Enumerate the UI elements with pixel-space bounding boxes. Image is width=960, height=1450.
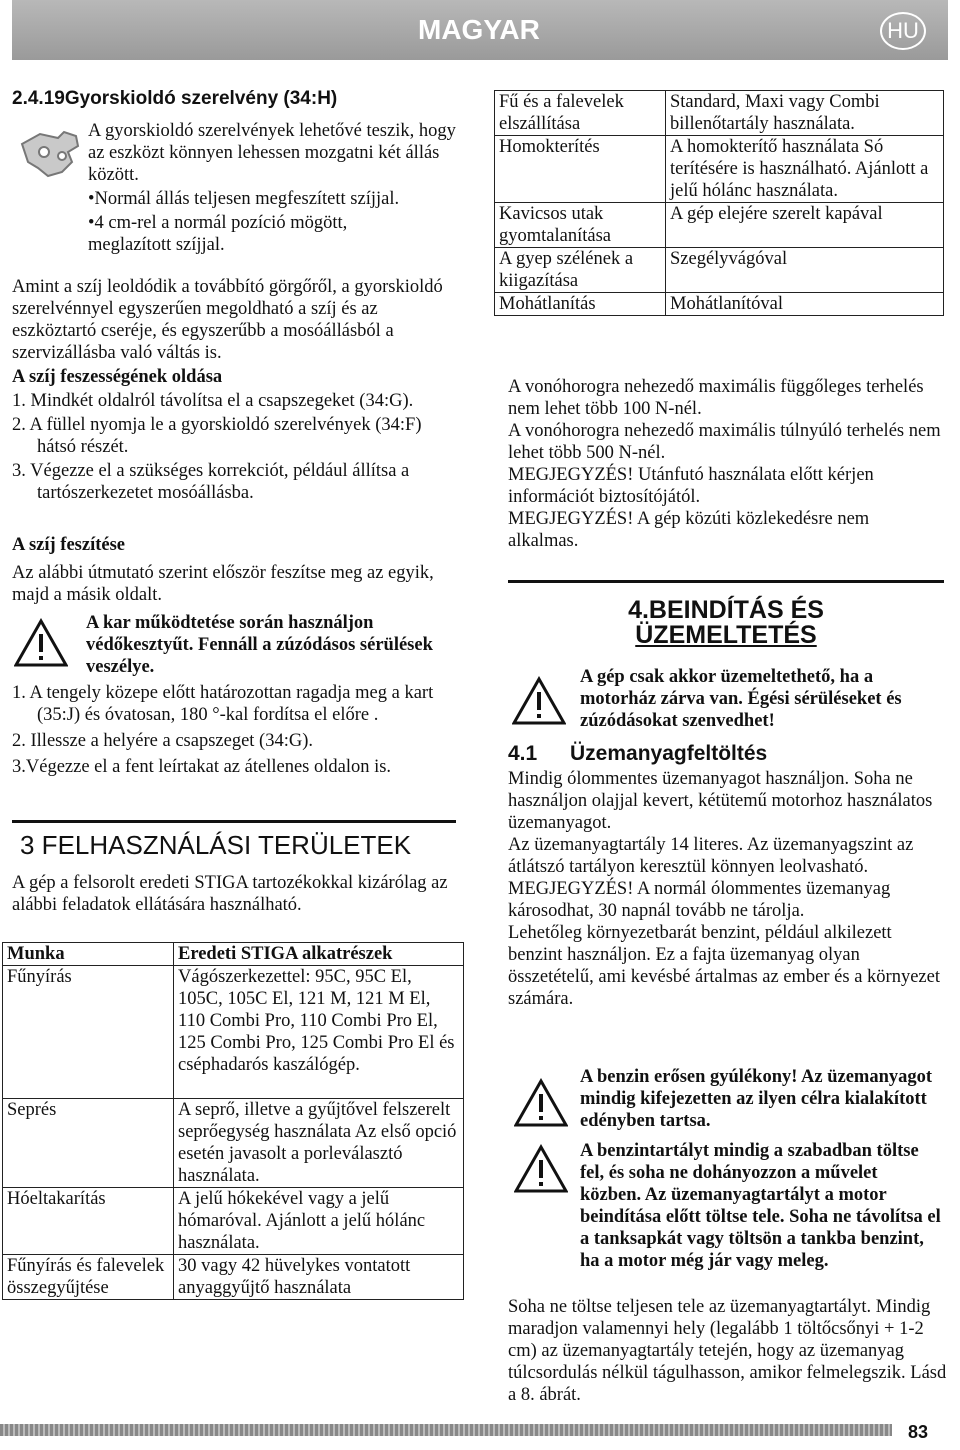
section-2419-paragraph: Amint a szíj leoldódik a továbbító görgőről, a gyorskioldó szerelvénnyel egyszerűen megoldható a szíj és az eszköztartó cseréje, és egyszerűbb a mosóállásból a szervizállásba való váltás is. bbox=[12, 277, 443, 363]
section-4-heading-line-1: 4.BEINDÍTÁS ÉS bbox=[628, 596, 824, 624]
fuel-para-1: Mindig ólommentes üzemanyagot használjon. Soha ne használjon olajjal kevert, kétütemű motorhoz használatos üzemanyagot. bbox=[508, 769, 933, 833]
language-badge: HU bbox=[880, 12, 926, 50]
warning-triangle-icon bbox=[514, 1078, 568, 1128]
table-header-row bbox=[3, 943, 464, 966]
warning-gloves: A kar működtetése során használjon védőkesztyűt. Fennáll a zúzódásos sérülések veszélye. bbox=[86, 613, 433, 677]
table-cell: A gyep szélének a kiigazítása bbox=[495, 248, 666, 293]
section-3-intro: A gép a felsorolt eredeti STIGA tartozékokkal kizárólag az alábbi feladatok ellátására használható. bbox=[12, 873, 448, 915]
warning-triangle-icon bbox=[512, 676, 566, 726]
table-cell: A gép elejére szerelt kapával bbox=[666, 203, 944, 248]
tension-steps bbox=[12, 682, 456, 778]
release-step-2: 2. A füllel nyomja le a gyorskioldó szerelvények (34:F) hátsó részét. bbox=[12, 415, 422, 457]
fuel-para-4: Lehetőleg környezetbarát benzint, például alkilezett benzint használjon. Ez a fajta üzemanyag olyan összetételű, ami kevésbé ártalmas az ember és a környezet számára. bbox=[508, 923, 940, 1009]
table-row bbox=[3, 966, 464, 1099]
table-header-cell: Eredeti STIGA alkatrészek bbox=[174, 943, 464, 966]
release-steps bbox=[12, 390, 456, 504]
table-row bbox=[3, 1255, 464, 1300]
table-cell: Seprés bbox=[3, 1099, 174, 1188]
section-3-rule bbox=[12, 820, 456, 823]
table-row bbox=[3, 1099, 464, 1188]
warning-refuel-outdoors: A benzintartályt mindig a szabadban töltse fel, és soha ne dohányozzon a művelet közben. Az üzemanyagtartályt a motor beindítása előtt töltse tele. Soha ne távolítsa el a tanksapkát vagy töltsön a tankba benzint, ha a motor még jár vagy meleg. bbox=[580, 1141, 941, 1271]
release-step-1: 1. Mindkét oldalról távolítsa el a csapszegeket (34:G). bbox=[12, 391, 414, 411]
page-number: 83 bbox=[908, 1422, 929, 1442]
section-heading-2419: 2.4.19Gyorskioldó szerelvény (34:H) bbox=[12, 88, 338, 109]
table-cell: Mohátlanítás bbox=[495, 293, 666, 316]
bullet-normal: •Normál állás teljesen megfeszített szíjjal. bbox=[88, 189, 400, 209]
fuel-para-5: Soha ne töltse teljesen tele az üzemanyagtartályt. Mindig maradjon valamennyi hely (legalább 1 töltőcsőnyi + 1-2 cm) az üzemanyagtartály tetején, hogy az üzemanyag túlcsordulás nélkül tágulhasson, amikor felmelegszik. Lásd a 8. ábrát. bbox=[508, 1297, 947, 1405]
table-cell: Vágószerkezettel: 95C, 95C El, 105C, 105C El, 121 M, 121 M El, 110 Combi Pro, 110 Combi Pro El, 125 Combi Pro, 125 Combi Pro El és cséphadarós kaszálógép. bbox=[174, 966, 464, 1099]
tension-step-1: 1. A tengely közepe előtt határozottan ragadja meg a kart (35:J) és óvatosan, 180 °-kal fordítsa el előre . bbox=[12, 683, 434, 725]
table-cell: Fű és a falevelek elszállítása bbox=[495, 91, 666, 136]
table-cell: Szegélyvágóval bbox=[666, 248, 944, 293]
warning-flammable: A benzin erősen gyúlékony! Az üzemanyagot mindig kifejezetten az ilyen célra kialakított edényben tartsa. bbox=[580, 1067, 933, 1131]
fuel-para-2: Az üzemanyagtartály 14 literes. Az üzemanyagszint az átlátszó tartályon keresztül könnyen leolvasható. bbox=[508, 835, 914, 877]
table-row bbox=[495, 203, 944, 248]
table-cell: Homokterítés bbox=[495, 136, 666, 203]
note-trailer: MEGJEGYZÉS! Utánfutó használata előtt kérjen információt biztosítójától. bbox=[508, 465, 874, 507]
table-cell: Kavicsos utak gyomtalanítása bbox=[495, 203, 666, 248]
warning-triangle-icon bbox=[514, 1144, 568, 1194]
note-road-traffic: MEGJEGYZÉS! A gép közúti közlekedésre nem alkalmas. bbox=[508, 509, 870, 551]
usage-table-continued bbox=[494, 90, 944, 316]
table-cell: A jelű hókekével vagy a jelű hómaróval. Ajánlott a jelű hólánc használata. bbox=[174, 1188, 464, 1255]
table-row bbox=[495, 293, 944, 316]
table-cell: Fűnyírás és falevelek összegyűjtése bbox=[3, 1255, 174, 1300]
bullet-loosened: •4 cm-rel a normál pozíció mögött, meglazított szíjjal. bbox=[88, 213, 348, 255]
section-4-heading bbox=[508, 598, 944, 648]
section-2419-intro: A gyorskioldó szerelvények lehetővé teszik, hogy az eszközt könnyen lehessen mozgatni két állás között. bbox=[88, 121, 456, 185]
footer-bar bbox=[0, 1424, 892, 1436]
subheading-release-tension: A szíj feszességének oldása bbox=[12, 367, 223, 387]
section-4-rule bbox=[508, 580, 944, 583]
release-step-3: 3. Végezze el a szükséges korrekciót, például állítsa a tartószerkezetet mosóállásba. bbox=[12, 461, 410, 503]
table-cell: Hóeltakarítás bbox=[3, 1188, 174, 1255]
table-row bbox=[495, 136, 944, 203]
table-row bbox=[495, 91, 944, 136]
fuel-paragraphs bbox=[508, 768, 944, 1010]
table-cell: Standard, Maxi vagy Combi billenőtartály használata. bbox=[666, 91, 944, 136]
table-cell: A seprő, illetve a gyűjtővel felszerelt seprőegység használata Az első opció esetén javasolt a porleválasztó használata. bbox=[174, 1099, 464, 1188]
warning-engine-hood: A gép csak akkor üzemeltethető, ha a motorház zárva van. Égési sérüléseket és zúzódásokat szenvedhet! bbox=[580, 667, 902, 731]
tension-step-3: 3.Végezze el a fent leírtakat az átellenes oldalon is. bbox=[12, 757, 392, 777]
subsection-number: 4.1 bbox=[508, 742, 538, 765]
table-row bbox=[495, 248, 944, 293]
fuel-para-3: MEGJEGYZÉS! A normál ólommentes üzemanyag károsodhat, 30 napnál tovább ne tárolja. bbox=[508, 879, 891, 921]
table-row bbox=[3, 1188, 464, 1255]
load-notes bbox=[508, 376, 944, 552]
table-header-cell: Munka bbox=[3, 943, 174, 966]
quick-release-clamp-icon bbox=[18, 126, 84, 182]
table-cell: A homokterítő használata Só terítésére is használható. Ajánlott a jelű hólánc használata. bbox=[666, 136, 944, 203]
section-4-heading-line-2: ÜZEMELTETÉS bbox=[635, 621, 817, 649]
note-overhang-load: A vonóhorogra nehezedő maximális túlnyúló terhelés nem lehet több 500 N-nél. bbox=[508, 421, 941, 463]
section-3-heading: 3 FELHASZNÁLÁSI TERÜLETEK bbox=[20, 830, 412, 860]
language-title: MAGYAR bbox=[418, 14, 540, 45]
subheading-tension-belt: A szíj feszítése bbox=[12, 535, 126, 555]
tension-paragraph: Az alábbi útmutató szerint először feszítse meg az egyik, majd a másik oldalt. bbox=[12, 563, 434, 605]
note-vertical-load: A vonóhorogra nehezedő maximális függőleges terhelés nem lehet több 100 N-nél. bbox=[508, 377, 924, 419]
usage-table bbox=[2, 942, 464, 1300]
warning-triangle-icon bbox=[14, 618, 68, 668]
tension-step-2: 2. Illessze a helyére a csapszeget (34:G). bbox=[12, 731, 313, 751]
table-cell: Fűnyírás bbox=[3, 966, 174, 1099]
subsection-title: Üzemanyagfeltöltés bbox=[570, 742, 768, 765]
table-cell: 30 vagy 42 hüvelykes vontatott anyaggyűjtő használata bbox=[174, 1255, 464, 1300]
table-cell: Mohátlanítóval bbox=[666, 293, 944, 316]
